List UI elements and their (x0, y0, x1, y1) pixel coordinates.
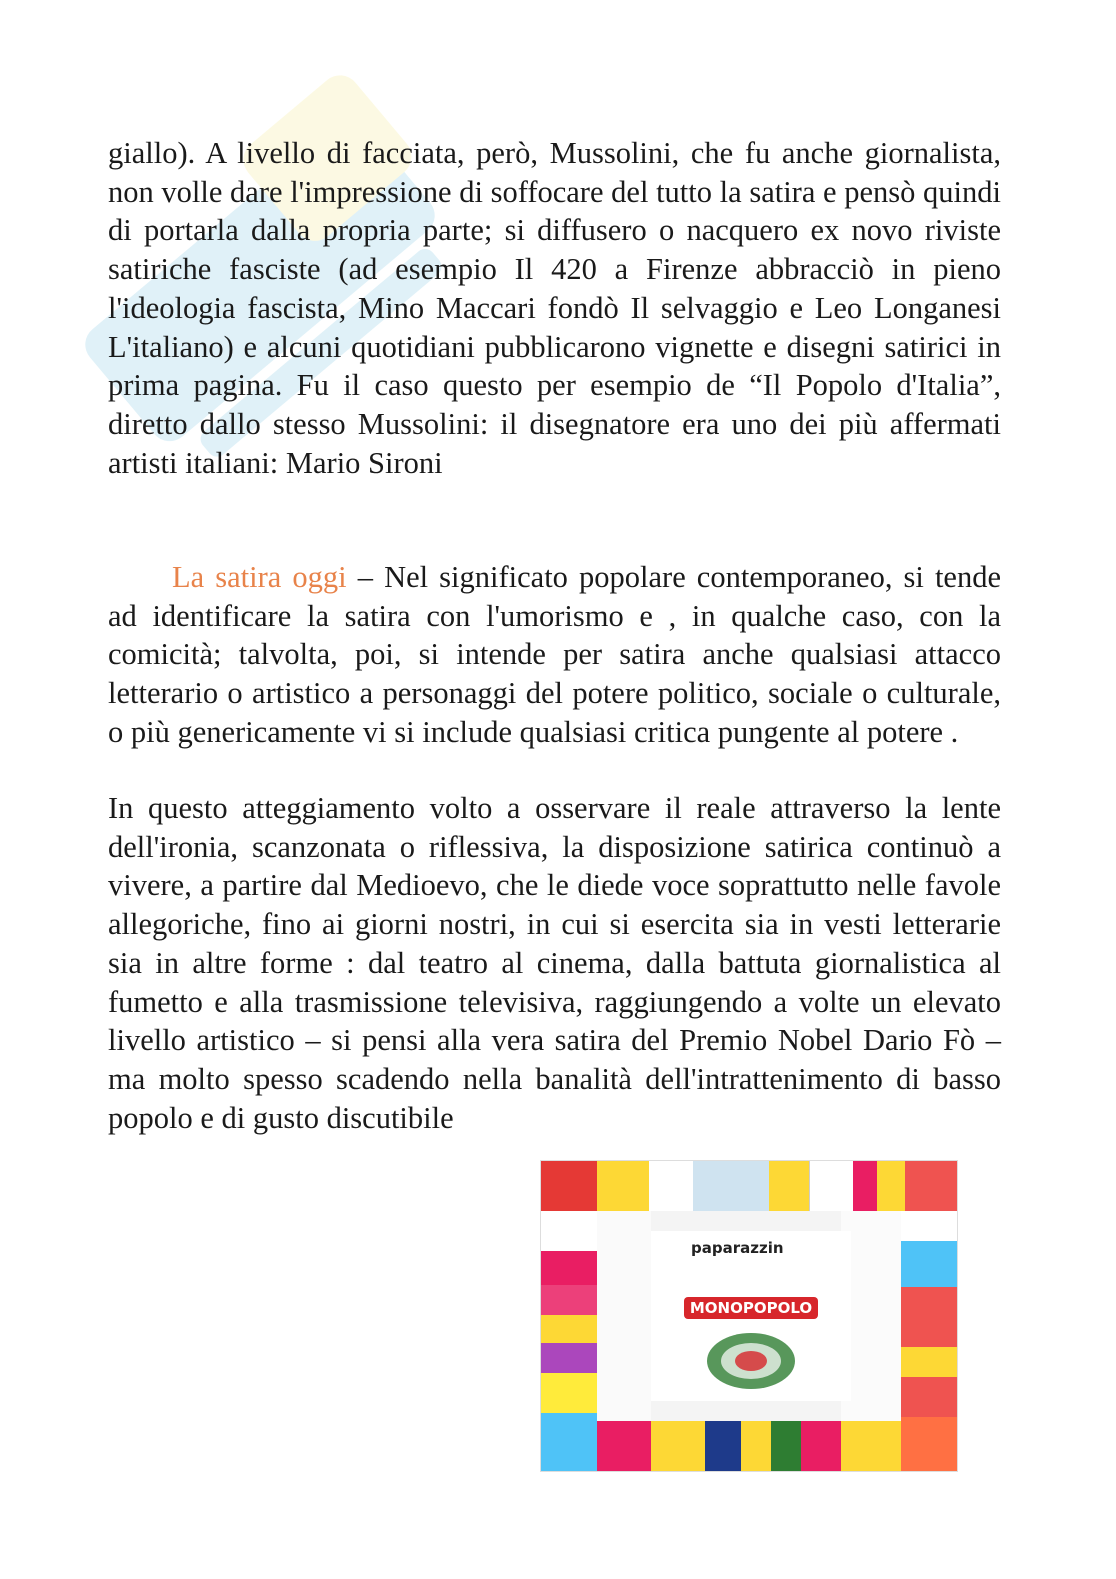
section-heading: La satira oggi (172, 560, 347, 594)
paragraph-3-text: In questo atteggiamento volto a osservare il reale attraverso la lente dell'ironia, scanzonata o riflessiva, la disposizione satirica continuò a vivere, a partire dal Medioevo, che le diede voce soprattutto nelle favole allegoriche, fino ai giorni nostri, in cui si esercita sia in vesti letterarie sia in altre forme : dal teatro al cinema, dalla battuta giornalistica al fumetto e alla trasmissione televisiva, raggiungendo a volte un elevato livello artistico – si pensi alla vera satira del Premio Nobel Dario Fò – ma molto spesso scadendo nella banalità dell'intrattenimento di basso popolo e di gusto discutibile (108, 791, 1001, 1135)
board-cartoon (701, 1326, 801, 1396)
paragraph-1 (108, 134, 1001, 482)
paragraph-3 (108, 789, 1001, 1137)
section-dash: – (346, 560, 385, 594)
paragraph-2 (108, 558, 1001, 752)
paragraph-1-text: giallo). A livello di facciata, però, Mussolini, che fu anche giornalista, non volle dare l'impressione di soffocare del tutto la satira e pensò quindi di portarla dalla propria parte; si diffusero o nacquero ex novo riviste satiriche fasciste (ad esempio Il 420 a Firenze abbracciò in pieno l'ideologia fascista, Mino Maccari fondò Il selvaggio e Leo Longanesi L'italiano) e alcuni quotidiani pubblicarono vignette e disegni satirici in prima pagina. Fu il caso questo per esempio de “Il Popolo d'Italia”, diretto dallo stesso Mussolini: il disegnatore era uno dei più affermati artisti italiani: Mario Sironi (108, 136, 1001, 480)
paragraph-2-body: Nel significato popolare contemporaneo, si tende ad identificare la satira con l'umorismo e , in qualche caso, con la comicità; talvolta, poi, si intende per satira anche qualsiasi attacco letterario o artistico a personaggi del potere politico, sociale o culturale, o più genericamente vi si include qualsiasi critica pungente al potere . (108, 560, 1002, 749)
paragraph-2-text (108, 558, 1001, 752)
board-brand: paparazzin (691, 1239, 784, 1257)
board-title: MONOPOPOLO (684, 1297, 818, 1319)
monopopolo-board-image (540, 1160, 958, 1472)
